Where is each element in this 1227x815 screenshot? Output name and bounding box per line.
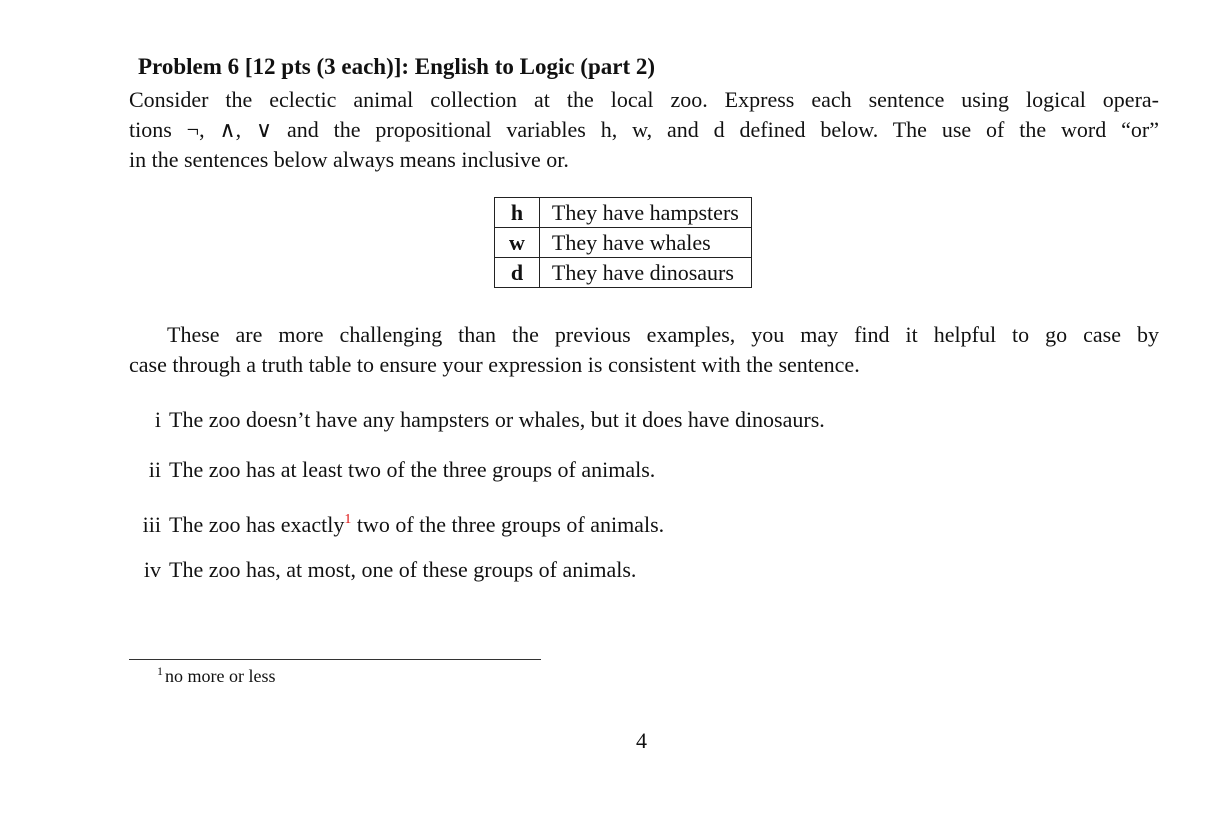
- advice-line-2: case through a truth table to ensure your expression is consistent with the sentence.: [129, 352, 860, 377]
- item-text: The zoo has at least two of the three groups of animals.: [169, 457, 656, 482]
- footnote-text: no more or less: [165, 666, 276, 686]
- item-text: [169, 512, 664, 537]
- variable-h: h: [495, 198, 540, 228]
- item-text: The zoo has, at most, one of these groups of animals.: [169, 557, 637, 582]
- advice-line-1: These are more challenging than the previous examples, you may find it helpful to go case by: [167, 322, 1159, 347]
- footnote-mark: 1: [157, 664, 163, 678]
- item-number: iii: [142, 512, 161, 537]
- footnote: [157, 664, 275, 687]
- definition-row: [495, 258, 752, 288]
- intro-line-1: Consider the eclectic animal collection at the local zoo. Express each sentence using logical opera-: [129, 87, 1159, 112]
- page-number: 4: [636, 728, 647, 753]
- intro-line-3: in the sentences below always means inclusive or.: [129, 147, 569, 172]
- variable-w-meaning: They have whales: [539, 228, 751, 258]
- variable-h-meaning: They have hampsters: [539, 198, 751, 228]
- list-item: [129, 505, 825, 555]
- item-text-before: The zoo has exactly: [169, 512, 345, 537]
- sentence-list: [129, 405, 825, 605]
- variable-definitions-table: [494, 197, 752, 288]
- item-text-after: two of the three groups of animals.: [351, 512, 665, 537]
- variable-d-meaning: They have dinosaurs: [539, 258, 751, 288]
- item-number: iv: [143, 557, 161, 582]
- footnote-link[interactable]: 1: [344, 512, 352, 527]
- footnote-divider: [129, 659, 541, 660]
- problem-heading: Problem 6 [12 pts (3 each)]: English to Logic (part 2): [138, 54, 656, 79]
- list-item: [129, 455, 825, 505]
- item-number: ii: [148, 457, 161, 482]
- list-item: [129, 555, 825, 605]
- advice-paragraph: [129, 320, 1159, 380]
- item-text: The zoo doesn’t have any hampsters or whales, but it does have dinosaurs.: [169, 407, 825, 432]
- item-number: i: [154, 407, 161, 432]
- intro-line-2: tions ¬, ∧, ∨ and the propositional variables h, w, and d defined below. The use of the word “or”: [129, 117, 1159, 142]
- definition-row: [495, 198, 752, 228]
- list-item: [129, 405, 825, 455]
- variable-w: w: [495, 228, 540, 258]
- variable-d: d: [495, 258, 540, 288]
- definition-row: [495, 228, 752, 258]
- intro-paragraph: [129, 85, 1159, 175]
